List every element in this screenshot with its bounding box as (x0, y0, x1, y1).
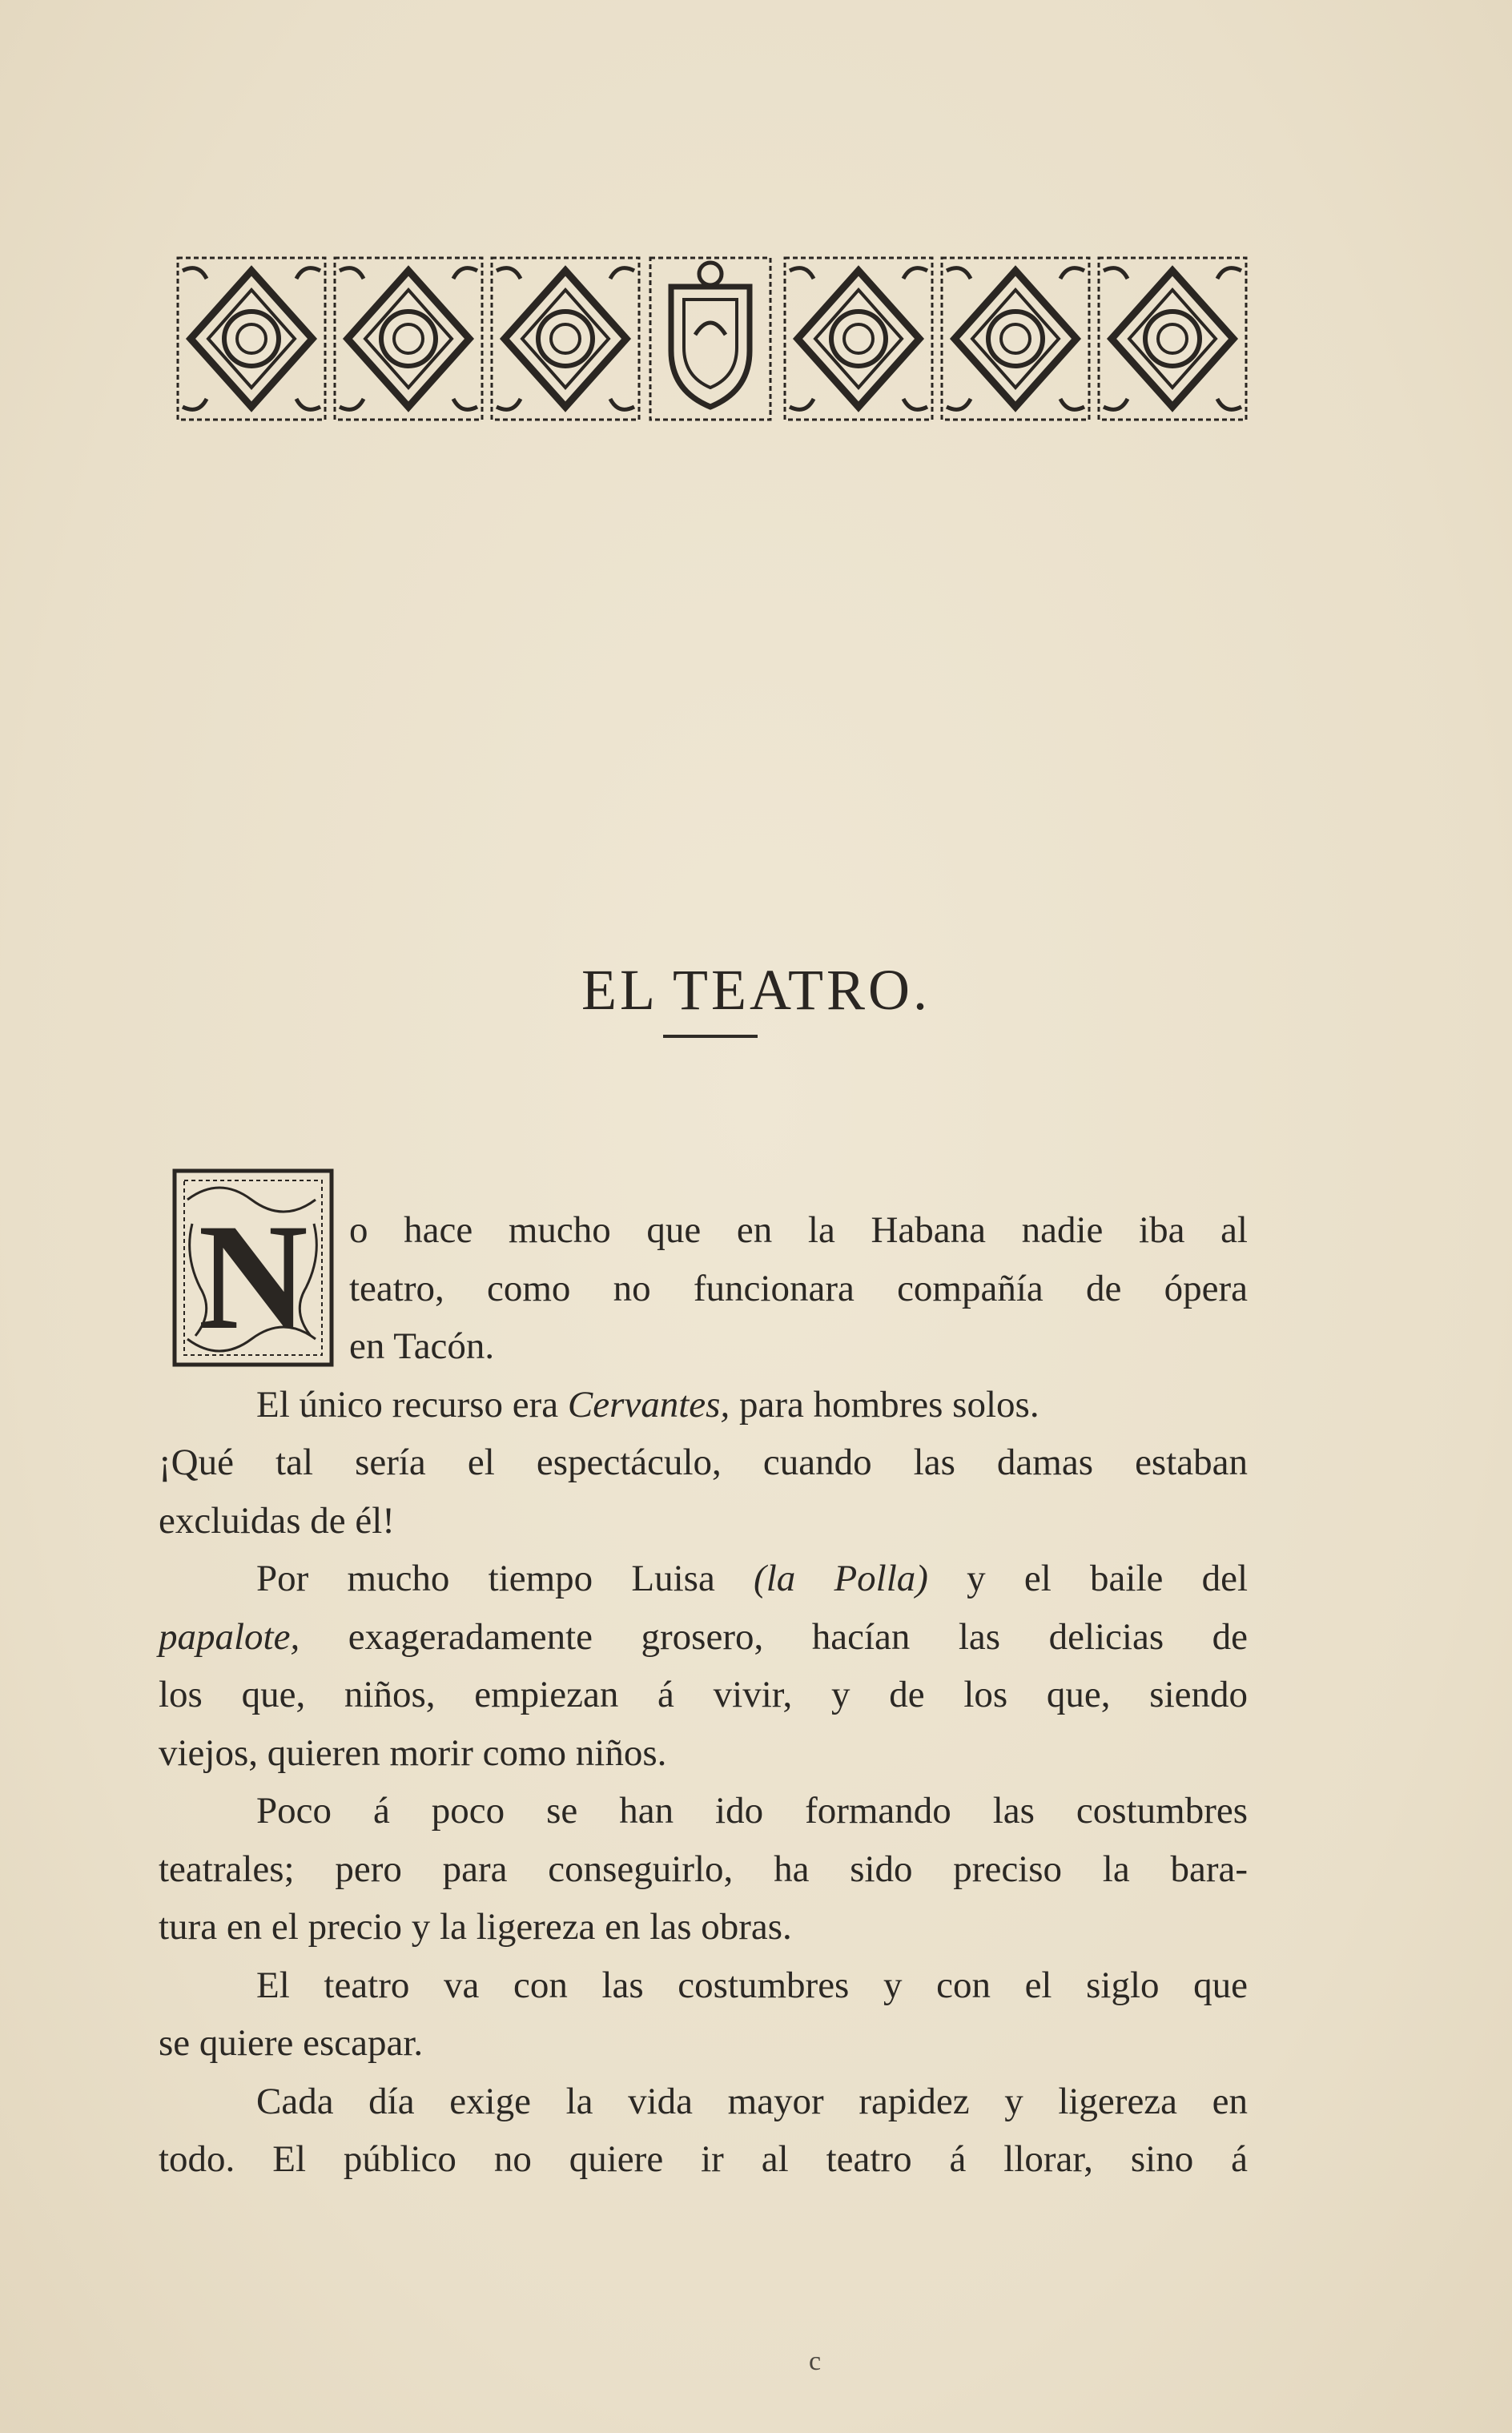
italic-title-cervantes: Cervantes, (567, 1383, 730, 1426)
ornament-tile (335, 258, 482, 420)
text-line (159, 1608, 1248, 1667)
body-text (159, 1201, 1248, 2189)
text-line: en Tacón. (349, 1325, 495, 1367)
chapter-title: EL TEATRO. (581, 958, 931, 1022)
ornamental-header-band (175, 255, 1257, 423)
text-line (159, 1376, 1248, 1434)
italic-papalote: papalote, (159, 1615, 300, 1658)
text-line: El teatro va con las costumbres y con el siglo que (256, 1964, 1248, 2006)
ornament-tile (178, 258, 325, 420)
text-line: teatrales; pero para conseguirlo, ha sido preciso la bara- (159, 1848, 1248, 1890)
text-line: tura en el precio y la ligereza en las obras. (159, 1906, 792, 1948)
text-line: se quiere escapar. (159, 2022, 424, 2064)
text-run: exageradamente grosero, hacían las delicias de (300, 1615, 1248, 1658)
text-line: teatro, como no funcionara compañía de ópera (349, 1267, 1248, 1309)
text-line: todo. El público no quiere ir al teatro á llorar, sino á (159, 2138, 1248, 2180)
text-line: Poco á poco se han ido formando las costumbres (256, 1790, 1248, 1832)
italic-la-polla: (la Polla) (754, 1558, 928, 1599)
ornament-center-crest (650, 258, 770, 420)
text-line: los que, niños, empiezan á vivir, y de los que, siendo (159, 1674, 1248, 1715)
ornament-tile (785, 258, 932, 420)
text-run: y el baile del (927, 1558, 1248, 1599)
text-line: ¡Qué tal sería el espectáculo, cuando las damas estaban (159, 1442, 1248, 1483)
text-line: excluidas de él! (159, 1499, 395, 1542)
ornament-tile (942, 258, 1089, 420)
text-line: viejos, quieren morir como niños. (159, 1731, 667, 1774)
text-run: Por mucho tiempo Luisa (256, 1558, 754, 1599)
text-line: Cada día exige la vida mayor rapidez y ligereza en (256, 2080, 1248, 2122)
ornament-tile (1099, 258, 1246, 420)
text-run: para hombres solos. (730, 1383, 1040, 1426)
drop-cap-letter: N (198, 1193, 308, 1361)
text-line (159, 1550, 1248, 1608)
ornament-tile (492, 258, 639, 420)
text-run: El único recurso era (256, 1383, 568, 1426)
title-rule (663, 1035, 758, 1038)
signature-mark: c (809, 2347, 822, 2376)
text-line: o hace mucho que en la Habana nadie iba al (349, 1209, 1248, 1251)
